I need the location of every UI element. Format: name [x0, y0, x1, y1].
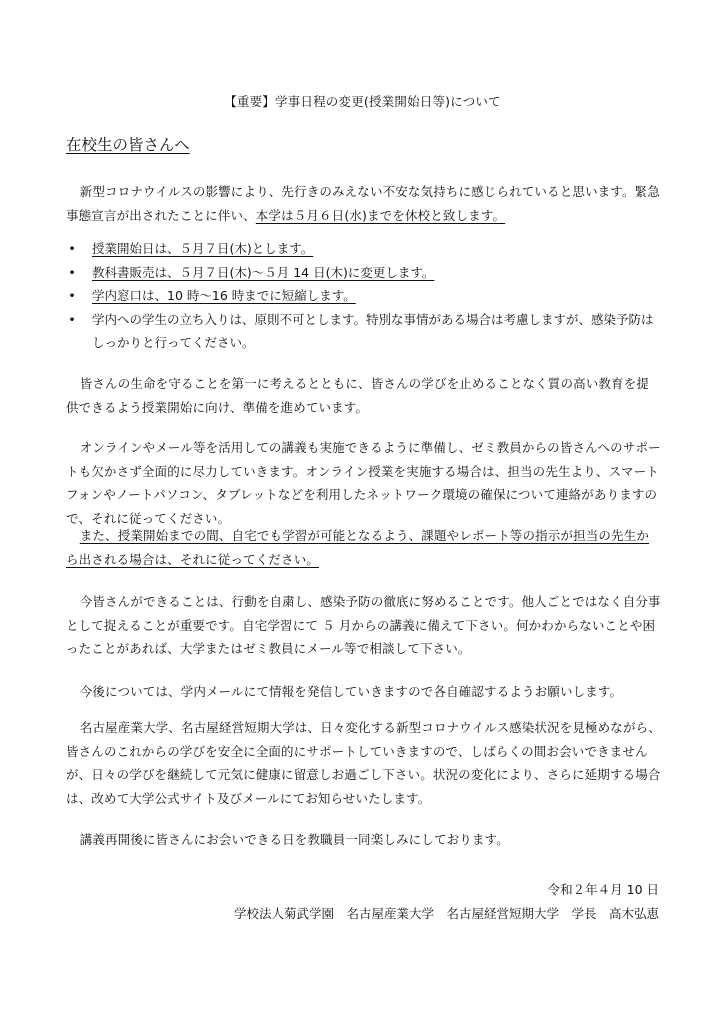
bullet-item: [66, 308, 661, 355]
page-title: 【重要】学事日程の変更(授業開始日等)について: [224, 94, 501, 109]
greeting-heading: 在校生の皆さんへ: [66, 136, 190, 154]
bullet-text: 学内窓口は、10 時～16 時までに短縮します。: [92, 288, 356, 303]
bullet-marker: •: [68, 288, 76, 303]
paragraph-4: 今皆さんができることは、行動を自粛し、感染予防の徹底に努めることです。他人ごとではなく自分事として捉えることが重要です。自宅学習にて ５ 月からの講義に備えて下さい。何かわからないことや困ったことがあれば、大学またはゼミ教員にメール等で相談して下さい。: [66, 594, 661, 656]
bullet-item: [66, 237, 661, 261]
paragraph-7: 講義再開後に皆さんにお会いできる日を教職員一同楽しみにしております。: [79, 832, 509, 847]
intro-closure-notice: 本学は５月６日(水)までを休校と致します。: [255, 207, 506, 223]
paragraph-1: 皆さんの生命を守ることを第一に考えるとともに、皆さんの学びを止めることなく質の高い教育を提供できるよう授業開始に向け、準備を進めています。: [66, 376, 650, 415]
paragraph-6: 名古屋産業大学、名古屋経営短期大学は、日々変化する新型コロナウイルス感染状況を見極めながら、皆さんのこれからの学びを安全に全面的にサポートしていきますので、しばらくの間お会いできませんが、日々の学びを継続して元気に健康に留意しお過ごし下さい。状況の変化により、さらに延期する場合は、改めて大学公式サイト及びメールにてお知らせいたします。: [66, 720, 661, 806]
paragraph-3-wrapper: [66, 524, 661, 571]
bullet-text: 教科書販売は、５月７日(木)～５月 14 日(木)に変更します。: [92, 264, 435, 280]
bullet-item: [66, 261, 661, 285]
paragraph-3: また、授業開始までの間、自宅でも学習が可能となるよう、課題やレポート等の指示が担当の先生から出される場合は、それに従ってください。: [66, 528, 650, 567]
intro-paragraph: [66, 180, 661, 227]
bullet-item: [66, 284, 661, 308]
bullet-text: 授業開始日は、５月７日(木)とします。: [92, 241, 314, 256]
paragraph-2: オンラインやメール等を活用しての講義も実施できるように準備し、ゼミ教員からの皆さんへのサポートも欠かさず全面的に尽力していきます。オンライン授業を実施する場合は、担当の先生より、スマートフォンやノートパソコン、タブレットなどを利用したネットワーク環境の確保について連絡がありますので、それに従ってください。: [66, 440, 661, 526]
issue-date: 令和２年４月 10 日: [547, 882, 659, 897]
bullet-marker: •: [68, 264, 76, 280]
bullet-text: 学内への学生の立ち入りは、原則不可とします。特別な事情がある場合は考慮しますが、感染予防はしっかりと行ってください。: [92, 311, 654, 350]
bullet-marker: •: [68, 311, 76, 327]
paragraph-5: 今後については、学内メールにて情報を発信していきますので各自確認するようお願いします。: [79, 684, 623, 699]
bullet-marker: •: [68, 241, 76, 256]
notice-bullet-list: [66, 237, 661, 355]
signature-line: 学校法人菊武学園 名古屋産業大学 名古屋経営短期大学 学長 高木弘恵: [233, 906, 659, 921]
intro-text: 新型コロナウイルスの影響により、先行きのみえない不安な気持ちに感じられていると思います。緊急事態宣言が出されたことに伴い、: [66, 184, 660, 223]
